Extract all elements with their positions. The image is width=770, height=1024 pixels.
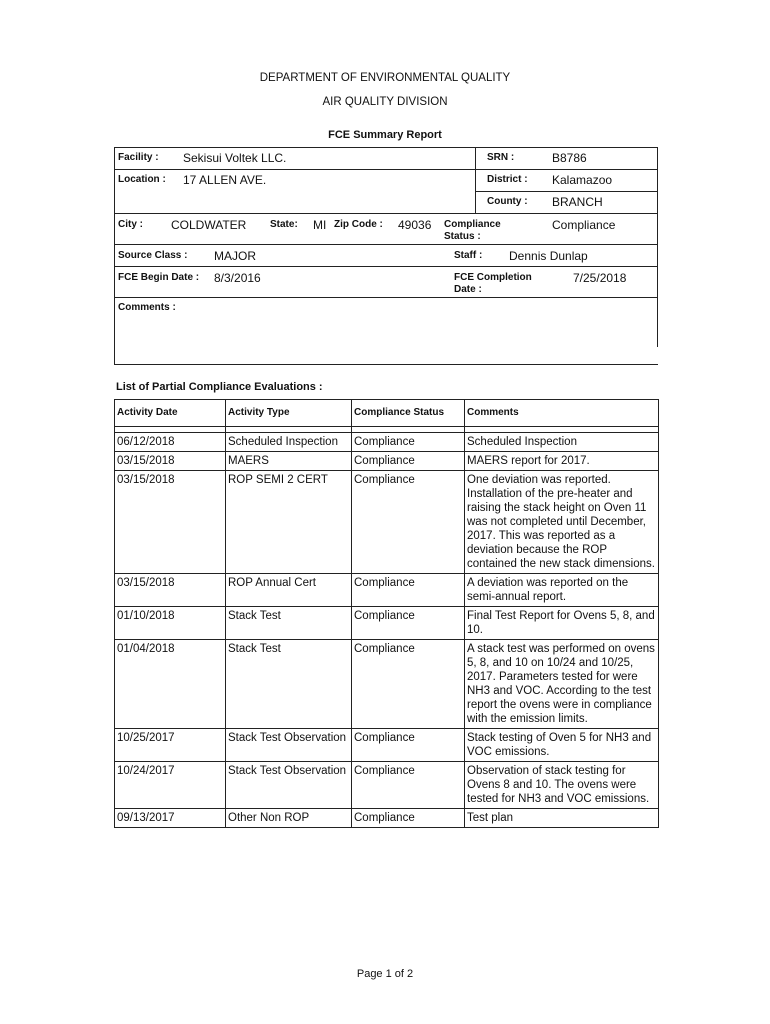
box-row-divider [114,297,658,298]
box-row-divider [114,266,658,267]
fce-completion-label: FCE Completion [454,272,532,283]
compliance-status-cell: Compliance [352,433,465,452]
comments-cell: Stack testing of Oven 5 for NH3 and VOC emissions. [465,729,659,762]
compliance-status-value: Compliance [552,218,616,232]
county-label: County : [487,196,528,207]
col-header-compliance-status: Compliance Status [352,400,465,427]
pce-list-title: List of Partial Compliance Evaluations : [116,381,323,393]
activity-type-cell: MAERS [226,452,352,471]
source-class-label: Source Class : [118,250,188,261]
activity-date-cell: 06/12/2018 [115,433,226,452]
activity-type-cell: Stack Test Observation [226,762,352,809]
activity-date-cell: 03/15/2018 [115,452,226,471]
compliance-status-label: Compliance [444,219,501,230]
srn-value: B8786 [552,151,587,165]
comments-cell: Test plan [465,809,659,828]
division-heading: AIR QUALITY DIVISION [322,96,448,108]
activity-type-cell: Scheduled Inspection [226,433,352,452]
fce-begin-value: 8/3/2016 [214,271,261,285]
box-row-divider [114,169,658,170]
box-row-divider [475,191,658,192]
city-value: COLDWATER [171,218,247,232]
compliance-status-cell: Compliance [352,640,465,729]
fce-completion-label-2: Date : [454,284,482,295]
table-row [115,433,659,452]
compliance-status-cell: Compliance [352,574,465,607]
facility-label: Facility : [118,152,159,163]
staff-value: Dennis Dunlap [509,249,588,263]
box-row-divider [114,213,658,214]
activity-date-cell: 10/25/2017 [115,729,226,762]
comments-cell: One deviation was reported. Installation of the pre-heater and raising the stack height on Oven 11 was not completed until December, 2017. This was reported as a deviation because the ROP contained the new stack dimensions. [465,471,659,574]
box-left-border [114,147,115,365]
compliance-status-cell: Compliance [352,471,465,574]
activity-type-cell: ROP Annual Cert [226,574,352,607]
report-title: FCE Summary Report [328,129,442,141]
comments-cell: A deviation was reported on the semi-annual report. [465,574,659,607]
compliance-status-cell: Compliance [352,809,465,828]
activity-type-cell: Other Non ROP [226,809,352,828]
compliance-status-cell: Compliance [352,607,465,640]
fce-completion-value: 7/25/2018 [573,271,627,285]
compliance-status-cell: Compliance [352,729,465,762]
activity-type-cell: Stack Test Observation [226,729,352,762]
table-row [115,640,659,729]
table-row [115,574,659,607]
pce-table [114,399,659,828]
comments-cell: MAERS report for 2017. [465,452,659,471]
district-value: Kalamazoo [552,173,613,187]
compliance-status-cell: Compliance [352,762,465,809]
activity-date-cell: 01/04/2018 [115,640,226,729]
staff-label: Staff : [454,250,483,261]
source-class-value: MAJOR [214,249,256,263]
box-row-divider [114,244,658,245]
state-label: State: [270,219,298,230]
activity-type-cell: Stack Test [226,640,352,729]
box-divider-vertical [475,147,476,213]
col-header-activity-date: Activity Date [115,400,226,427]
table-row [115,762,659,809]
activity-date-cell: 03/15/2018 [115,574,226,607]
box-top-border [114,147,658,148]
col-header-activity-type: Activity Type [226,400,352,427]
activity-date-cell: 09/13/2017 [115,809,226,828]
activity-date-cell: 03/15/2018 [115,471,226,574]
activity-date-cell: 10/24/2017 [115,762,226,809]
zip-label: Zip Code : [334,219,383,230]
table-row [115,809,659,828]
box-right-border [657,147,658,347]
comments-label: Comments : [118,302,176,313]
srn-label: SRN : [487,152,515,163]
comments-cell: Final Test Report for Ovens 5, 8, and 10. [465,607,659,640]
activity-type-cell: ROP SEMI 2 CERT [226,471,352,574]
table-row [115,471,659,574]
location-label: Location : [118,174,166,185]
table-row [115,452,659,471]
page-number: Page 1 of 2 [356,968,414,980]
comments-cell: A stack test was performed on ovens 5, 8, and 10 on 10/24 and 10/25, 2017. Parameters tested for were NH3 and VOC. According to the test report the ovens were in compliance with the emission limits. [465,640,659,729]
table-row [115,729,659,762]
comments-cell: Observation of stack testing for Ovens 8 and 10. The ovens were tested for NH3 and VOC emissions. [465,762,659,809]
city-label: City : [118,219,143,230]
activity-type-cell: Stack Test [226,607,352,640]
activity-date-cell: 01/10/2018 [115,607,226,640]
district-label: District : [487,174,528,185]
location-value: 17 ALLEN AVE. [183,173,267,187]
fce-begin-label: FCE Begin Date : [118,272,200,283]
comments-cell: Scheduled Inspection [465,433,659,452]
col-header-comments: Comments [465,400,659,427]
county-value: BRANCH [552,195,603,209]
box-bottom-border [114,364,658,365]
state-value: MI [313,218,327,232]
table-row [115,607,659,640]
compliance-status-label-2: Status : [444,231,481,242]
zip-value: 49036 [398,218,432,232]
facility-value: Sekisui Voltek LLC. [183,151,287,165]
pce-header-row [115,400,659,427]
compliance-status-cell: Compliance [352,452,465,471]
department-heading: DEPARTMENT OF ENVIRONMENTAL QUALITY [259,72,511,84]
